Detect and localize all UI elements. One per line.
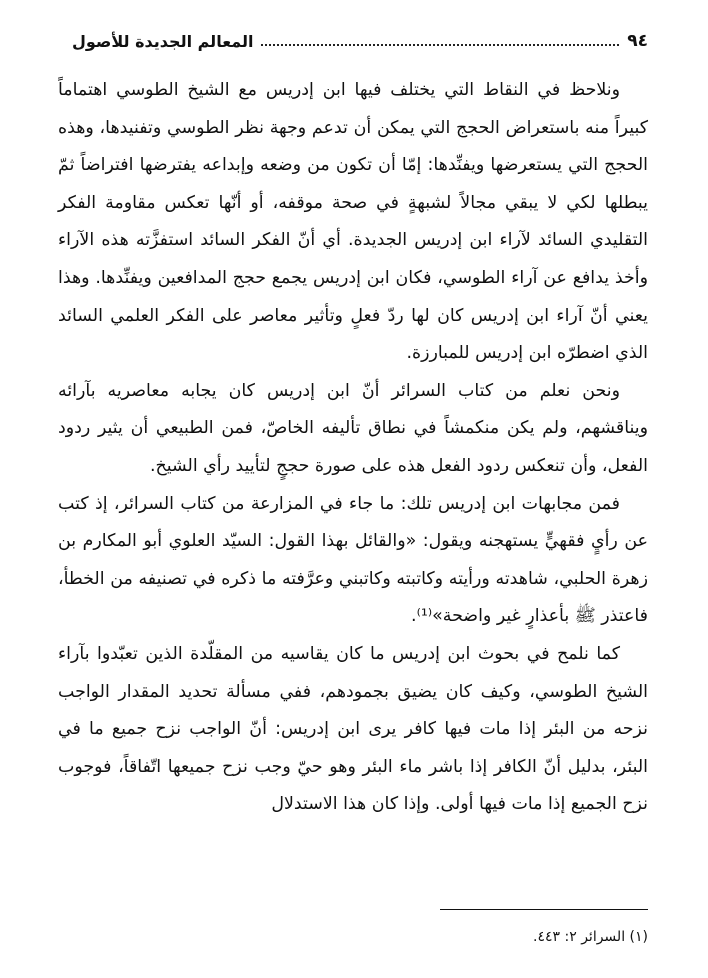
running-header: [72, 26, 648, 56]
main-text: [58, 72, 648, 824]
page-number: ٩٤: [627, 31, 648, 51]
footnote: (١) السرائر ٢: ٤٤٣.: [533, 929, 648, 945]
paragraph: فمن مجابهات ابن إدريس تلك: ما جاء في المزارعة من كتاب السرائر، إذ كتب عن رأيٍ فقهيٍّ يستهجنه ويقول: «والقائل بهذا القول: السيّد العلوي أبو المكارم بن زهرة الحلبي، شاهدته ورأيته وكاتبته وكاتبني وعرَّفته ما ذكره في تصنيفه من الخطأ، فاعتذر ﷺ بأعذارٍ غير واضحة»⁽¹⁾.: [58, 493, 648, 627]
dotted-leader: [261, 44, 619, 46]
book-title: المعالم الجديدة للأصول: [72, 31, 254, 51]
paragraph: ونلاحظ في النقاط التي يختلف فيها ابن إدريس مع الشيخ الطوسي اهتماماً كبيراً منه باستعراض الحجج التي يمكن أن تدعم وجهة نظر الطوسي وتفنيدها، وهذه الحجج التي يستعرضها ويفنِّدها: إمّا أن تكون من وضعه وإبداعه يفترضها افتراضاً ثمّ يبطلها لكي لا يبقي مجالاً لشبهةٍ في صحة موقفه، أو أنّها تعكس مقاومة الفكر التقليدي السائد لآراء ابن إدريس الجديدة. أي أنّ الفكر السائد استفزَّته هذه الآراء وأخذ يدافع عن آراء الطوسي، فكان ابن إدريس يجمع حجج المدافعين ويفنِّدها. وهذا يعني أنّ آراء ابن إدريس كان لها ردّ فعلٍ وتأثير معاصر على الفكر العلمي السائد الذي اضطرّه ابن إدريس للمبارزة.: [58, 80, 648, 364]
footnote-separator: [440, 909, 648, 910]
paragraph: ونحن نعلم من كتاب السرائر أنّ ابن إدريس كان يجابه معاصريه بآرائه ويناقشهم، ولم يكن منكمشاً في نطاق تأليفه الخاصّ، فمن الطبيعي أن يثير ردود الفعل، وأن تنعكس ردود الفعل هذه على صورة حججٍ لتأييد رأي الشيخ.: [58, 380, 648, 476]
paragraph: كما نلمح في بحوث ابن إدريس ما كان يقاسيه من المقلّدة الذين تعبّدوا بآراء الشيخ الطوسي، وكيف كان يضيق بجمودهم، ففي مسألة تحديد المقدار الواجب نزحه من البئر إذا مات فيها كافر يرى ابن إدريس: أنّ الواجب نزح جميع ما في البئر، بدليل أنّ الكافر إذا باشر ماء البئر وهو حيّ وجب نزح جميعها اتّفاقاً، فوجوب نزح الجميع إذا مات فيها أولى. وإذا كان هذا الاستدلال: [58, 643, 648, 815]
